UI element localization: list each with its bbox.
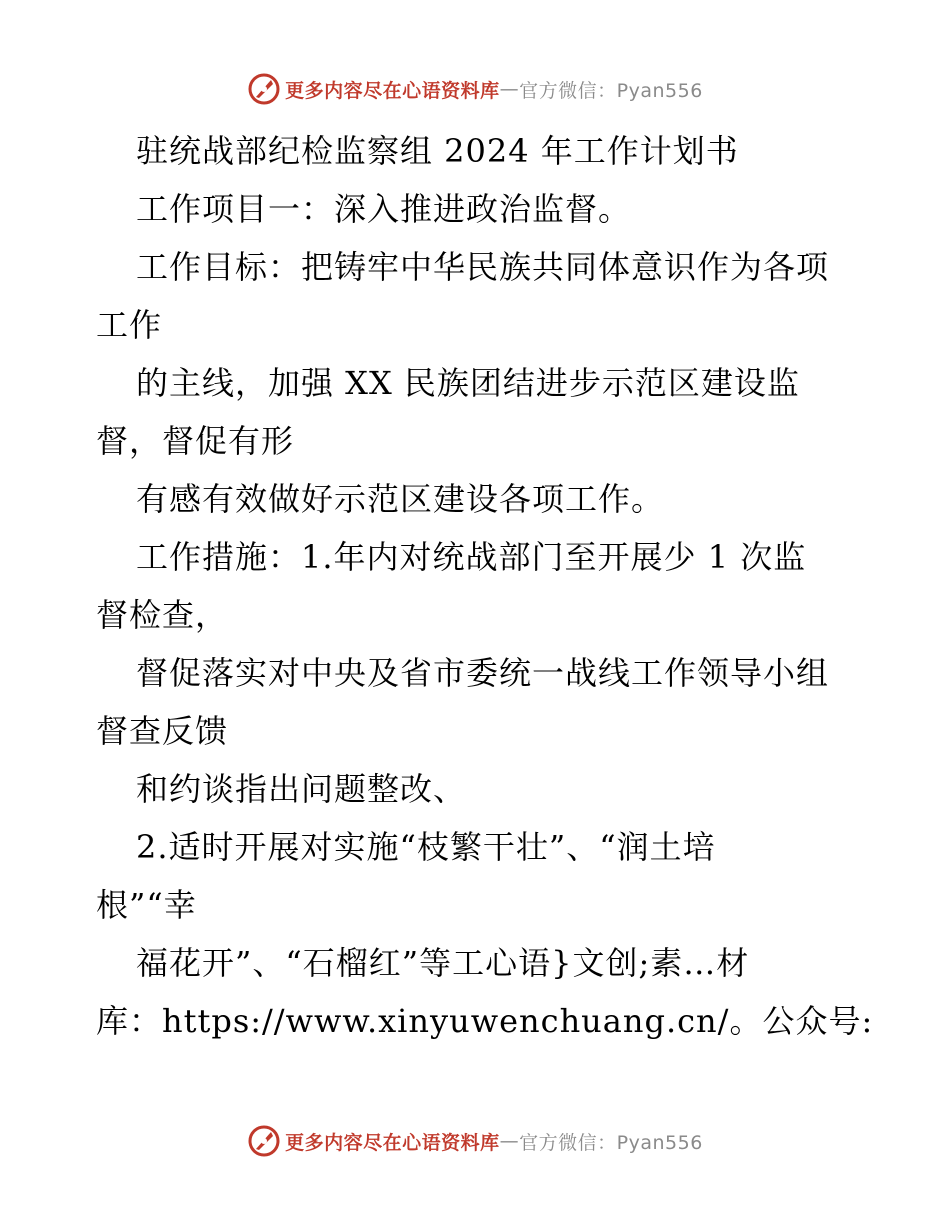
watermark-lead-text: 更多内容尽在心语资料库 [285, 1131, 500, 1154]
text-line: 库：https://www.xinyuwenchuang.cn/。公众号: [96, 1002, 874, 1040]
text-line: 工作项目一：深入推进政治监督。 [136, 190, 632, 228]
watermark-wechat-text: 官方微信：Pyan556 [519, 1131, 703, 1154]
watermark-wechat-text: 官方微信：Pyan556 [519, 79, 703, 102]
watermark-dash: — [499, 1130, 520, 1152]
watermark-lead-text: 更多内容尽在心语资料库 [285, 79, 500, 102]
text-line: 的主线，加强 XX 民族团结进步示范区建设监 [136, 364, 800, 402]
text-line: 有感有效做好示范区建设各项工作。 [136, 480, 665, 518]
text-line: 驻统战部纪检监察组 2024 年工作计划书 [136, 132, 739, 170]
text-line: 和约谈指出问题整改、 [136, 770, 467, 808]
text-line: 福花开”、“石榴红”等工心语}文创;素…材 [136, 944, 750, 982]
text-line: 督检查， [96, 596, 229, 634]
document-body [96, 122, 874, 1050]
text-line: 督促落实对中央及省市委统一战线工作领导小组 [136, 654, 830, 692]
text-line: 工作措施：1.年内对统战部门至开展少 1 次监 [136, 538, 807, 576]
quill-logo-icon [247, 72, 281, 106]
text-line: 工作目标：把铸牢中华民族共同体意识作为各项 [136, 248, 830, 286]
quill-logo-icon [247, 1124, 281, 1158]
header-watermark [0, 72, 950, 106]
footer-watermark [0, 1124, 950, 1158]
text-line: 督查反馈 [96, 712, 229, 750]
text-line: 2.适时开展对实施“枝繁干壮”、“润土培 [136, 828, 716, 866]
watermark-dash: — [499, 78, 520, 100]
text-line: 根”“幸 [96, 886, 197, 924]
text-line: 督，督促有形 [96, 422, 295, 460]
text-line: 工作 [96, 306, 163, 344]
